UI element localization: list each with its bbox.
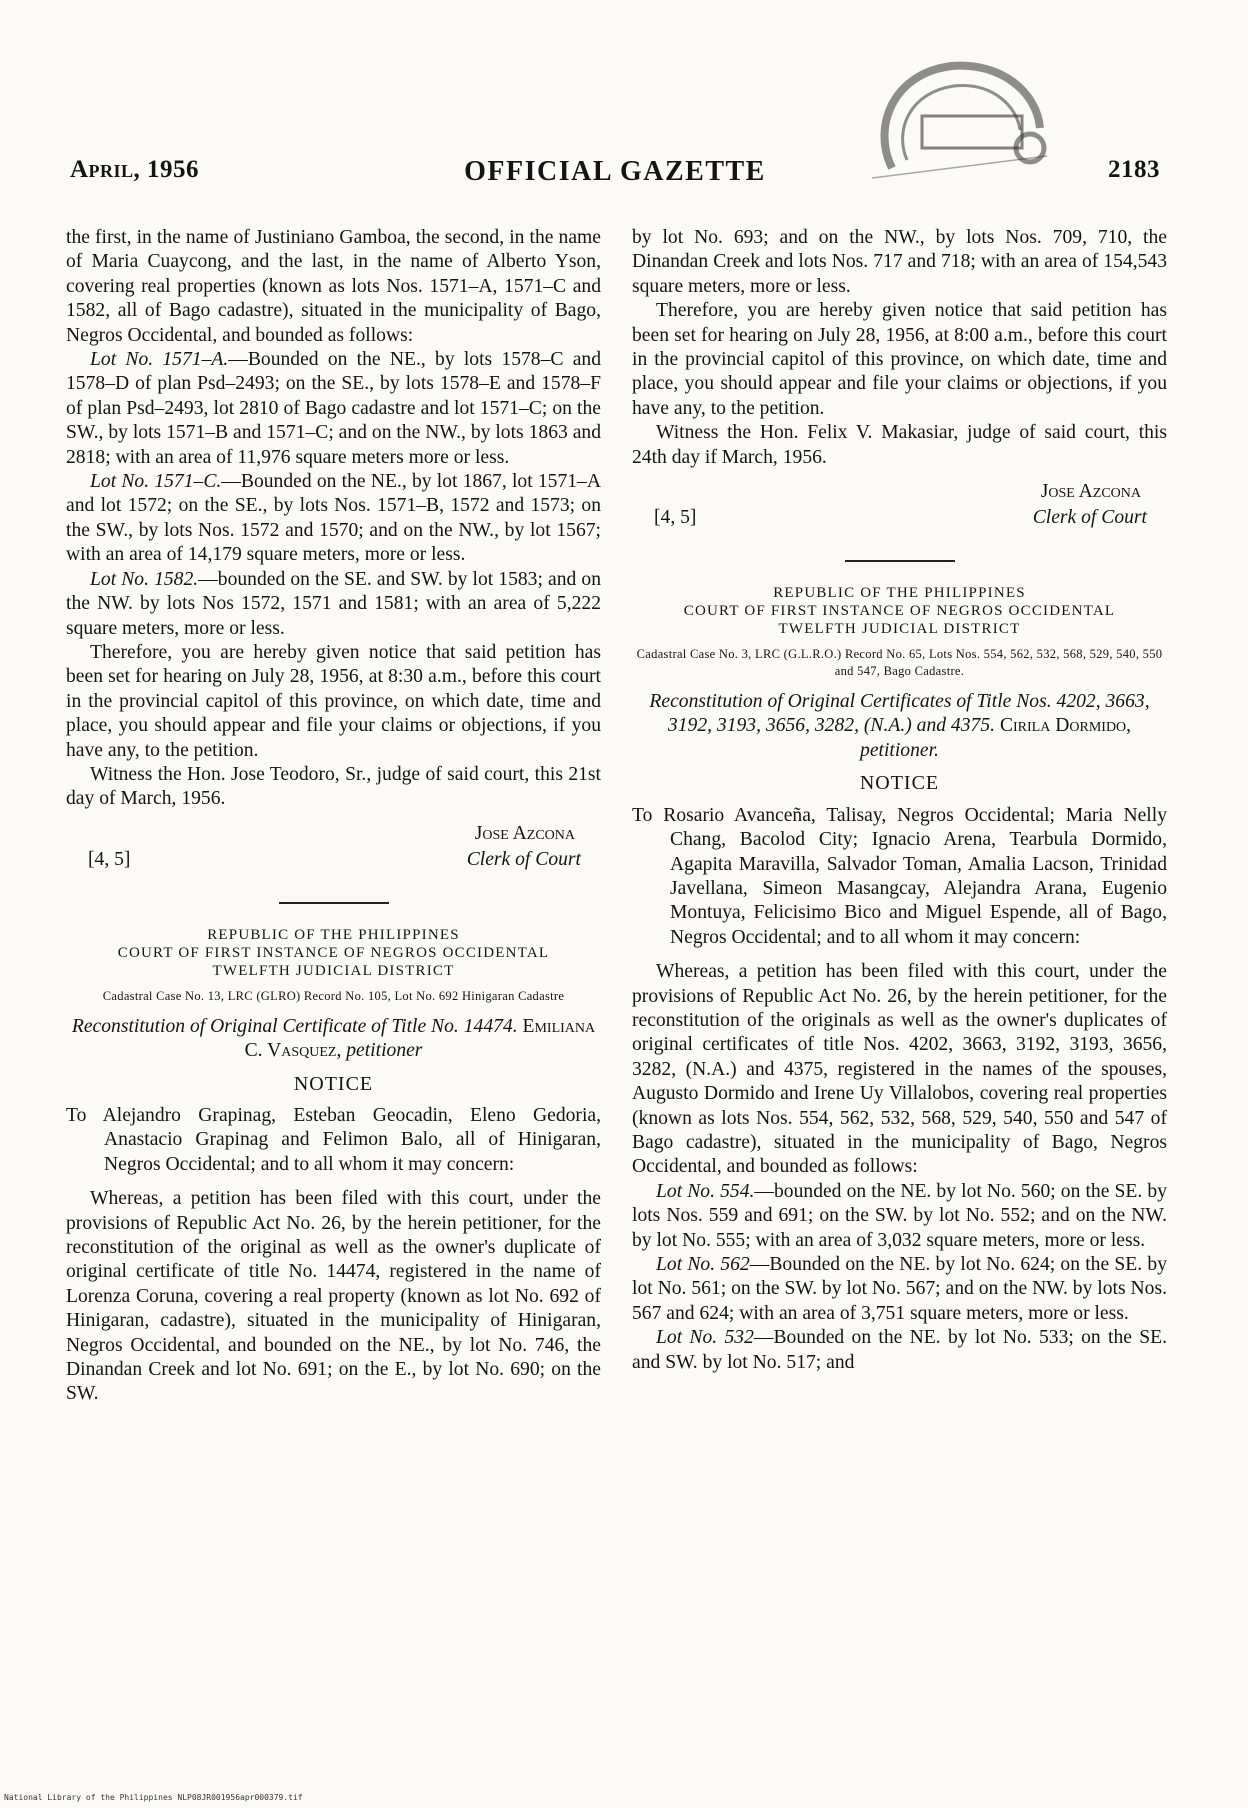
lot-paragraph: Lot No. 1571–A.—Bounded on the NE., by lots 1578–C and 1578–D of plan Psd–2493; on the SE., by lots 1578–E and 1578–F of plan Psd–2493, lot 2810 of Bago cadastre and lot 1571–C; on the SW., by lots 1571–B and 1571–C; and on the NW., by lots 1863 and 2818; with an area of 11,976 square meters more or less. [66, 349, 601, 468]
signatory-name: Jose Azcona [474, 822, 575, 844]
paragraph: Witness the Hon. Felix V. Makasiar, judge of said court, this 24th day if March, 1956. [632, 422, 1167, 468]
signatory-title: Clerk of Court [466, 848, 581, 870]
signatory-title: Clerk of Court [1032, 507, 1147, 529]
case-heading: Cadastral Case No. 13, LRC (GLRO) Record No. 105, Lot No. 692 Hinigaran Cadastre [102, 988, 565, 1003]
citation: [4, 5] [88, 848, 131, 870]
signature-block [66, 822, 601, 876]
paragraph: Therefore, you are hereby given notice that said petition has been set for hearing on July 28, 1956, at 8:00 a.m., before this court in the provincial capitol of this province, on which date, time and place, you should appear and file your claims or objections, if you have any, to the petition. [632, 300, 1167, 419]
addressees: To Alejandro Grapinag, Esteban Geocadin, Eleno Gedoria, Anastacio Grapinag and Felimon Balo, all of Hinigaran, Negros Occidental; and to all whom it may concern: [66, 1104, 601, 1175]
reconstitution-title: Reconstitution of Original Certificate of Title No. 14474. Emiliana C. Vasquez, petitioner [71, 1015, 596, 1062]
page-number: 2183 [1108, 156, 1160, 183]
paragraph: Therefore, you are hereby given notice that said petition has been set for hearing on July 28, 1956, at 8:30 a.m., before this court in the provincial capitol of this province, on which date, time and place, you should appear and file your claims or objections, if you have any, to the petition. [66, 641, 601, 761]
lot-paragraph: Lot No. 1582.—bounded on the SE. and SW. by lot 1583; and on the NW. by lots Nos 1572, 1571 and 1581; with an area of 5,222 square meters, more or less. [66, 568, 601, 639]
lot-paragraph: Lot No. 562—Bounded on the NE. by lot No. 624; on the SE. by lot No. 561; on the SW. by lot No. 567; and on the NW. by lots Nos. 567 and 624; with an area of 3,751 square meters, more or less. [632, 1254, 1167, 1324]
court-heading: REPUBLIC OF THE PHILIPPINES COURT OF FIRST INSTANCE OF NEGROS OCCIDENTAL TWELFTH JUDICIAL DISTRICT [683, 585, 1116, 638]
case-heading: Cadastral Case No. 3, LRC (G.L.R.O.) Record No. 65, Lots Nos. 554, 562, 532, 568, 529, 540, 550 and 547, Bago Cadastre. [636, 647, 1163, 679]
lot-paragraph: Lot No. 554.—bounded on the NE. by lot No. 560; on the SE. by lots Nos. 559 and 691; on the SW. by lot No. 552; and on the NW. by lot No. 555; with an area of 3,032 square meters, more or less. [632, 1180, 1167, 1251]
paragraph: Whereas, a petition has been filed with this court, under the provisions of Republic Act No. 26, by the herein petitioner, for the reconstitution of the original as well as the owner's duplicate of original certificate of title No. 14474, registered in the name of Lorenza Coruna, covering a real property (known as lot No. 692 of Hinigaran, cadastre), situated in the municipality of Hinigaran, Negros Occidental, and bounded on the NE., by lot No. 746, the Dinandan Creek and lot No. 691; on the E., by lot No. 690; on the SW. [66, 1188, 601, 1405]
addressees: To Rosario Avanceña, Talisay, Negros Occidental; Maria Nelly Chang, Bacolod City; Ignacio Arena, Tearbula Dormido, Agapita Maravilla, Salvador Toman, Amalia Lacson, Trinidad Javellana, Simeon Masangcay, Alejandra Arana, Eugenio Montuya, Felicisimo Bico and Miguel Espende, all of Bago, Negros Occidental; and to all whom it may concern: [632, 804, 1167, 948]
publication-title: OFFICIAL GAZETTE [464, 156, 766, 187]
lot-paragraph: Lot No. 1571–C.—Bounded on the NE., by lot 1867, lot 1571–A and lot 1572; on the SE., by lots Nos. 1571–B, 1572 and 1573; on the SW., by lots Nos. 1572 and 1570; and on the NW., by lot 1567; with an area of 14,179 square meters, more or less. [66, 471, 601, 566]
notice-heading: NOTICE [859, 772, 940, 795]
library-stamp-icon [852, 48, 1062, 198]
paragraph: Witness the Hon. Jose Teodoro, Sr., judge of said court, this 21st day of March, 1956. [66, 763, 601, 810]
court-heading: REPUBLIC OF THE PHILIPPINES COURT OF FIRST INSTANCE OF NEGROS OCCIDENTAL TWELFTH JUDICIAL DISTRICT [117, 926, 550, 979]
citation: [4, 5] [654, 507, 697, 529]
reconstitution-title: Reconstitution of Original Certificates of Title Nos. 4202, 3663, 3192, 3193, 3656, 3282, (N.A.) and 4375. Cirila Dormido, petitioner. [649, 691, 1150, 761]
divider [845, 560, 955, 562]
paragraph: by lot No. 693; and on the NW., by lots Nos. 709, 710, the Dinandan Creek and lots Nos. 717 and 718; with an area of 154,543 square meters, more or less. [632, 227, 1167, 297]
paragraph: the first, in the name of Justiniano Gamboa, the second, in the name of Maria Cuaycong, and the last, in the name of Alberto Yson, covering real properties (known as lots Nos. 1571–A, 1571–C and 1582, all of Bago cadastre), situated in the municipality of Bago, Negros Occidental, and bounded as follows: [66, 227, 601, 346]
issue-date: April, 1956 [70, 156, 200, 183]
divider [279, 902, 389, 904]
notice-heading: NOTICE [293, 1072, 374, 1095]
lot-paragraph: Lot No. 532—Bounded on the NE. by lot No. 533; on the SE. and SW. by lot No. 517; and [632, 1327, 1167, 1373]
scan-footer: National Library of the Philippines NLP08JR001956apr000379.tif [4, 1793, 303, 1802]
paragraph: Whereas, a petition has been filed with this court, under the provisions of Republic Act No. 26, by the herein petitioner, for the reconstitution of the originals as well as the owner's duplicates of original certificates of title Nos. 4202, 3663, 3192, 3193, 3656, 3282, (N.A.) and 4375, registered in the names of the spouses, Augusto Dormido and Irene Uy Villalobos, covering real properties (known as lots Nos. 554, 562, 532, 568, 529, 540, 550 and 547 of Bago cadastre), situated in the municipality of Bago, Negros Occidental, and bounded as follows: [632, 961, 1167, 1178]
signatory-name: Jose Azcona [1040, 481, 1141, 503]
right-column [632, 226, 1167, 1375]
left-column [66, 226, 601, 1407]
signature-block [632, 480, 1167, 534]
